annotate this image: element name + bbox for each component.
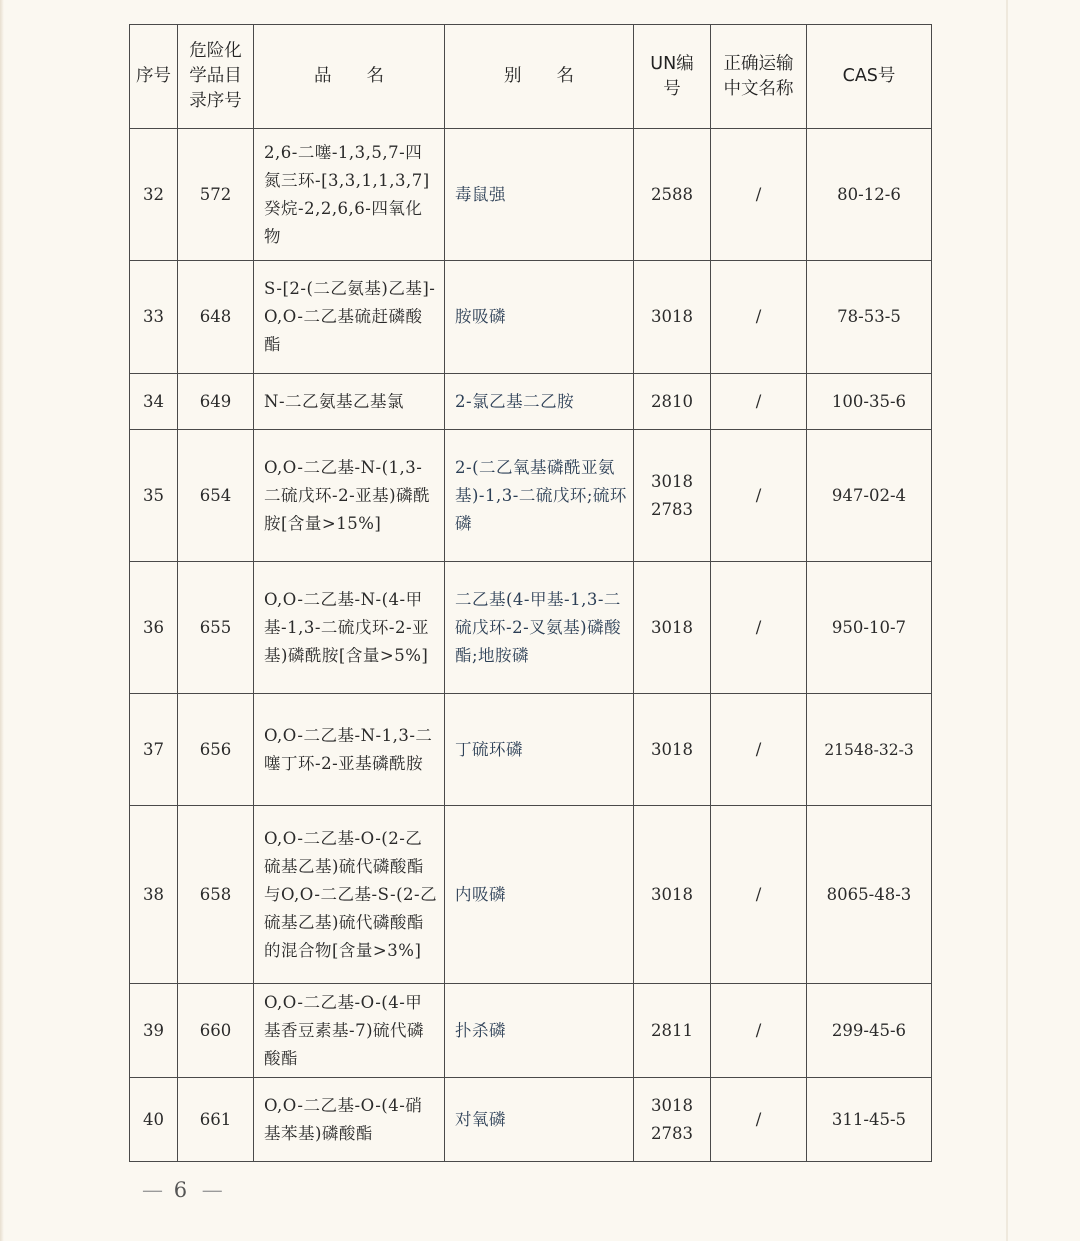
un-number: 2783: [651, 499, 693, 519]
catalog-cell: 660: [178, 984, 254, 1078]
catalog-cell: 655: [178, 562, 254, 694]
seq-cell: 37: [130, 694, 178, 806]
un-cell: [634, 1078, 711, 1162]
catalog-cell: 658: [178, 806, 254, 984]
un-number: 3018: [651, 1095, 693, 1115]
table-row: [130, 562, 932, 694]
un-cell: [634, 806, 711, 984]
un-number: 2783: [651, 1123, 693, 1143]
alias-cell: 胺吸磷: [445, 261, 634, 374]
alias-cell: 内吸磷: [445, 806, 634, 984]
header-catalog-seq: 危险化学品目录序号: [178, 25, 254, 129]
seq-cell: 38: [130, 806, 178, 984]
un-number: 2588: [651, 184, 693, 204]
name-cell: O,O-二乙基-N-(4-甲基-1,3-二硫戊环-2-亚基)磷酰胺[含量>5%]: [254, 562, 445, 694]
alias-cell: 2-(二乙氧基磷酰亚氨基)-1,3-二硫戊环;硫环磷: [445, 430, 634, 562]
transport-cell: /: [711, 430, 807, 562]
alias-cell: 毒鼠强: [445, 129, 634, 261]
catalog-cell: 649: [178, 374, 254, 430]
cas-cell: 8065-48-3: [807, 806, 932, 984]
table-row: [130, 129, 932, 261]
alias-cell: 丁硫环磷: [445, 694, 634, 806]
name-cell: 2,6-二噻-1,3,5,7-四氮三环-[3,3,1,1,3,7]癸烷-2,2,6,6-四氧化物: [254, 129, 445, 261]
transport-cell: /: [711, 806, 807, 984]
cas-cell: 78-53-5: [807, 261, 932, 374]
alias-cell: 扑杀磷: [445, 984, 634, 1078]
catalog-cell: 656: [178, 694, 254, 806]
transport-cell: /: [711, 1078, 807, 1162]
cas-cell: 299-45-6: [807, 984, 932, 1078]
seq-cell: 39: [130, 984, 178, 1078]
un-number: 3018: [651, 307, 693, 326]
table-row: [130, 1078, 932, 1162]
transport-cell: /: [711, 694, 807, 806]
cas-cell: 80-12-6: [807, 129, 932, 261]
name-cell: N-二乙氨基乙基氯: [254, 374, 445, 430]
un-cell: [634, 129, 711, 261]
header-name: 品 名: [254, 25, 445, 129]
seq-cell: 33: [130, 261, 178, 374]
transport-cell: /: [711, 984, 807, 1078]
un-number: 3018: [651, 739, 693, 759]
header-un: UN编号: [634, 25, 711, 129]
alias-cell: 二乙基(4-甲基-1,3-二硫戊环-2-叉氨基)磷酸酯;地胺磷: [445, 562, 634, 694]
cas-cell: 947-02-4: [807, 430, 932, 562]
catalog-cell: 654: [178, 430, 254, 562]
un-cell: [634, 374, 711, 430]
header-row: [130, 25, 932, 129]
page-edge: [0, 0, 4, 1241]
transport-cell: /: [711, 374, 807, 430]
name-cell: O,O-二乙基-O-(2-乙硫基乙基)硫代磷酸酯与O,O-二乙基-S-(2-乙硫基乙基)硫代磷酸酯的混合物[含量>3%]: [254, 806, 445, 984]
header-cas: CAS号: [807, 25, 932, 129]
un-cell: [634, 261, 711, 374]
table-row: [130, 806, 932, 984]
un-cell: [634, 984, 711, 1078]
seq-cell: 34: [130, 374, 178, 430]
catalog-cell: 648: [178, 261, 254, 374]
table-row: [130, 374, 932, 430]
transport-cell: /: [711, 562, 807, 694]
table-row: [130, 984, 932, 1078]
cas-cell: 100-35-6: [807, 374, 932, 430]
cas-cell: 311-45-5: [807, 1078, 932, 1162]
cas-cell: 950-10-7: [807, 562, 932, 694]
table-row: [130, 694, 932, 806]
name-cell: S-[2-(二乙氨基)乙基]-O,O-二乙基硫赶磷酸酯: [254, 261, 445, 374]
un-number: 2810: [651, 391, 693, 411]
header-seq: 序号: [130, 25, 178, 129]
page-number: 6: [173, 1178, 192, 1202]
page-fold: [1006, 0, 1008, 1241]
un-cell: [634, 430, 711, 562]
name-cell: O,O-二乙基-O-(4-甲基香豆素基-7)硫代磷酸酯: [254, 984, 445, 1078]
un-number: 3018: [651, 617, 693, 637]
cas-cell: 21548-32-3: [807, 694, 932, 806]
hazardous-chemicals-table: [129, 24, 932, 1162]
table-row: [130, 430, 932, 562]
name-cell: O,O-二乙基-N-1,3-二噻丁环-2-亚基磷酰胺: [254, 694, 445, 806]
un-cell: [634, 694, 711, 806]
seq-cell: 35: [130, 430, 178, 562]
un-number: 3018: [651, 471, 693, 491]
transport-cell: /: [711, 261, 807, 374]
alias-cell: 2-氯乙基二乙胺: [445, 374, 634, 430]
name-cell: O,O-二乙基-N-(1,3-二硫戊环-2-亚基)磷酰胺[含量>15%]: [254, 430, 445, 562]
seq-cell: 32: [130, 129, 178, 261]
un-number: 3018: [651, 884, 693, 904]
header-transport-name: 正确运输中文名称: [711, 25, 807, 129]
seq-cell: 36: [130, 562, 178, 694]
alias-cell: 对氧磷: [445, 1078, 634, 1162]
catalog-cell: 572: [178, 129, 254, 261]
catalog-cell: 661: [178, 1078, 254, 1162]
transport-cell: /: [711, 129, 807, 261]
page-footer: — 6 —: [142, 1178, 223, 1202]
header-alias: 别 名: [445, 25, 634, 129]
un-cell: [634, 562, 711, 694]
table-row: [130, 261, 932, 374]
seq-cell: 40: [130, 1078, 178, 1162]
un-number: 2811: [651, 1020, 693, 1040]
name-cell: O,O-二乙基-O-(4-硝基苯基)磷酸酯: [254, 1078, 445, 1162]
